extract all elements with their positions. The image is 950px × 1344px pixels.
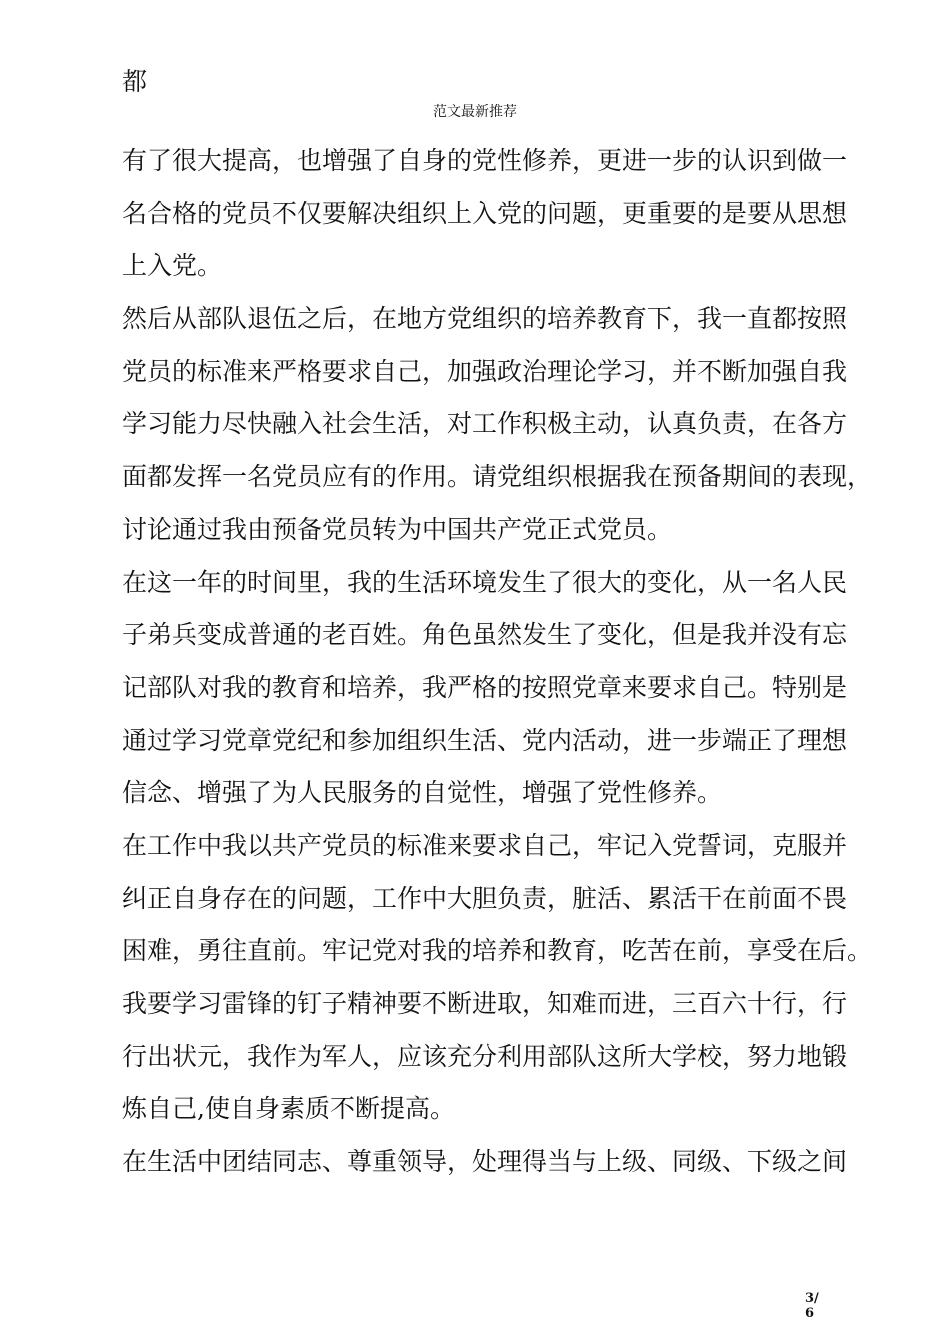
text-line: 党员的标准来严格要求自己，加强政治理论学习，并不断加强自我 xyxy=(122,356,848,386)
text-line: 在生活中团结同志、尊重领导，处理得当与上级、同级、下级之间 xyxy=(122,1147,848,1177)
page-number xyxy=(805,1291,827,1321)
page-number-current: 3/ xyxy=(805,1291,819,1306)
text-line: 上入党。 xyxy=(122,251,223,281)
text-line: 有了很大提高，也增强了自身的党性修养，更进一步的认识到做一 xyxy=(122,146,848,175)
text-line: 名合格的党员不仅要解决组织上入党的问题，更重要的是要从思想 xyxy=(122,198,848,228)
text-line: 子弟兵变成普通的老百姓。角色虽然发生了变化，但是我并没有忘 xyxy=(122,620,848,650)
text-line: 通过学习党章党纪和参加组织生活、党内活动，进一步端正了理想 xyxy=(122,725,848,755)
text-line: 讨论通过我由预备党员转为中国共产党正式党员。 xyxy=(122,514,673,544)
text-line: 学习能力尽快融入社会生活，对工作积极主动，认真负责，在各方 xyxy=(122,409,848,439)
text-line: 记部队对我的教育和培养，我严格的按照党章来要求自己。特别是 xyxy=(122,672,848,702)
text-line: 行出状元，我作为军人，应该充分利用部队这所大学校，努力地锻 xyxy=(122,1041,848,1071)
text-line: 我要学习雷锋的钉子精神要不断进取，知难而进，三百六十行，行 xyxy=(122,989,848,1018)
body-text xyxy=(122,141,873,1195)
page-header: 范文最新推荐 xyxy=(433,104,517,120)
text-line: 信念、增强了为人民服务的自觉性，增强了党性修养。 xyxy=(122,778,723,808)
page-number-total: 6 xyxy=(805,1306,815,1321)
text-line: 炼自己,使自身素质不断提高。 xyxy=(122,1094,455,1124)
text-line: 面都发挥一名党员应有的作用。请党组织根据我在预备期间的表现， xyxy=(122,462,873,492)
text-line: 在工作中我以共产党员的标准来要求自己，牢记入党誓词，克服并 xyxy=(122,830,848,860)
text-line: 纠正自身存在的问题，工作中大胆负责，脏活、累活干在前面不畏 xyxy=(122,883,848,913)
text-line: 困难，勇往直前。牢记党对我的培养和教育，吃苦在前，享受在后。 xyxy=(122,936,873,966)
text-line: 然后从部队退伍之后，在地方党组织的培养教育下，我一直都按照 xyxy=(122,304,848,334)
carryover-text: 都 xyxy=(122,67,148,96)
text-line: 在这一年的时间里，我的生活环境发生了很大的变化，从一名人民 xyxy=(122,567,848,597)
